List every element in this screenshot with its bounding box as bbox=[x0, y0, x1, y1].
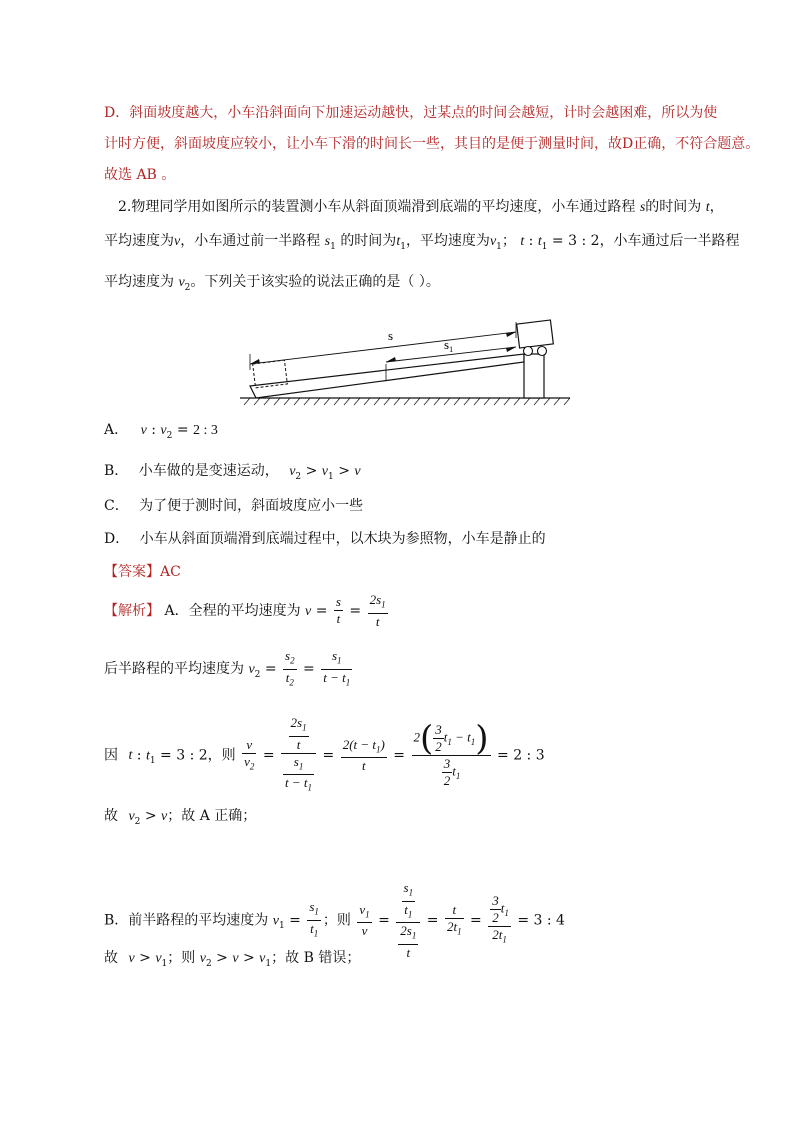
option-c: C． 为了便于测时间，斜面坡度应小一些 bbox=[104, 498, 364, 514]
analysis-conclusion-b: 故 $v > v_1$；则 $v_2 > v > v_1$；故 B 错误； bbox=[104, 950, 361, 969]
option-d: D． 小车从斜面顶端滑到底端过程中，以木块为参照物，小车是静止的 bbox=[104, 531, 546, 547]
question-line-1: 2.物理同学用如图所示的装置测小车从斜面顶端滑到底端的平均速度，小车通过路程 s的时间为 t， bbox=[118, 199, 724, 215]
analysis-second-half: 后半路程的平均速度为 $v_2$ = $\frac{s_2}{t_2}$ = $\frac{s_1}{t - t_1}$ bbox=[104, 648, 351, 688]
analysis-conclusion-a: 故 $v_2 > v$；故 A 正确； bbox=[104, 808, 257, 827]
prev-choose: 故选 AB 。 bbox=[104, 167, 176, 183]
analysis-a: 【解析】 A．全程的平均速度为 v = $\frac{s}{t}$ = $\frac{2s_1}{t}$ bbox=[104, 592, 386, 629]
answer: 【答案】AC bbox=[104, 564, 181, 580]
question-number: 2. bbox=[118, 199, 132, 215]
label-s1: $s_1$ bbox=[444, 337, 454, 354]
incline-figure bbox=[236, 318, 576, 408]
label-s: s bbox=[388, 328, 394, 343]
analysis-ratio: 因 t : $t_1 = 3$ : 2，则 $\frac{v}{v_2}$ = $\frac{\frac{2s_1}{t}}{\frac{s_1}{t - t_1}}$ = $\frac{2(t - t_1)}{t}$ = 2( $\frac{3}{2}$ $t_1 - t_1$) $\frac{3}{2}$ $t_1$ = 2 : 3 bbox=[104, 715, 545, 793]
question-line-2: 平均速度为v，小车通过前一半路程 $s_1$ 的时间为$t_1$，平均速度为$v_1$； t : $t_1 = 3$ : 2，小车通过后一半路程 bbox=[104, 233, 740, 252]
option-a: A． v : $v_2 = 2$ : 3 bbox=[104, 422, 218, 441]
option-b: B． 小车做的是变速运动， $v_2 > v_1 > v$ bbox=[104, 463, 361, 482]
prev-d-line2: 计时方便，斜面坡度应较小，让小车下滑的时间长一些，其目的是便于测量时间，故D正确，不符合题意。 bbox=[104, 136, 760, 152]
prev-d-line1: D．斜面坡度越大，小车沿斜面向下加速运动越快，过某点的时间会越短，计时会越困难，所以为使 bbox=[104, 105, 718, 121]
question-line-3: 平均速度为 $v_2$。下列关于该实验的说法正确的是（ ）。 bbox=[104, 274, 440, 293]
analysis-b: B．前半路程的平均速度为 $v_1$ = $\frac{s_1}{t_1}$ ；则 $\frac{v_1}{v}$ = $\frac{\frac{s_1}{t_1}}{\frac{2s_1}{t}}$ = $\frac{t}{2t_1}$ = $\frac{3}{2}$ $t_1$ $2t_1$ = 3 : 4 bbox=[104, 880, 565, 960]
